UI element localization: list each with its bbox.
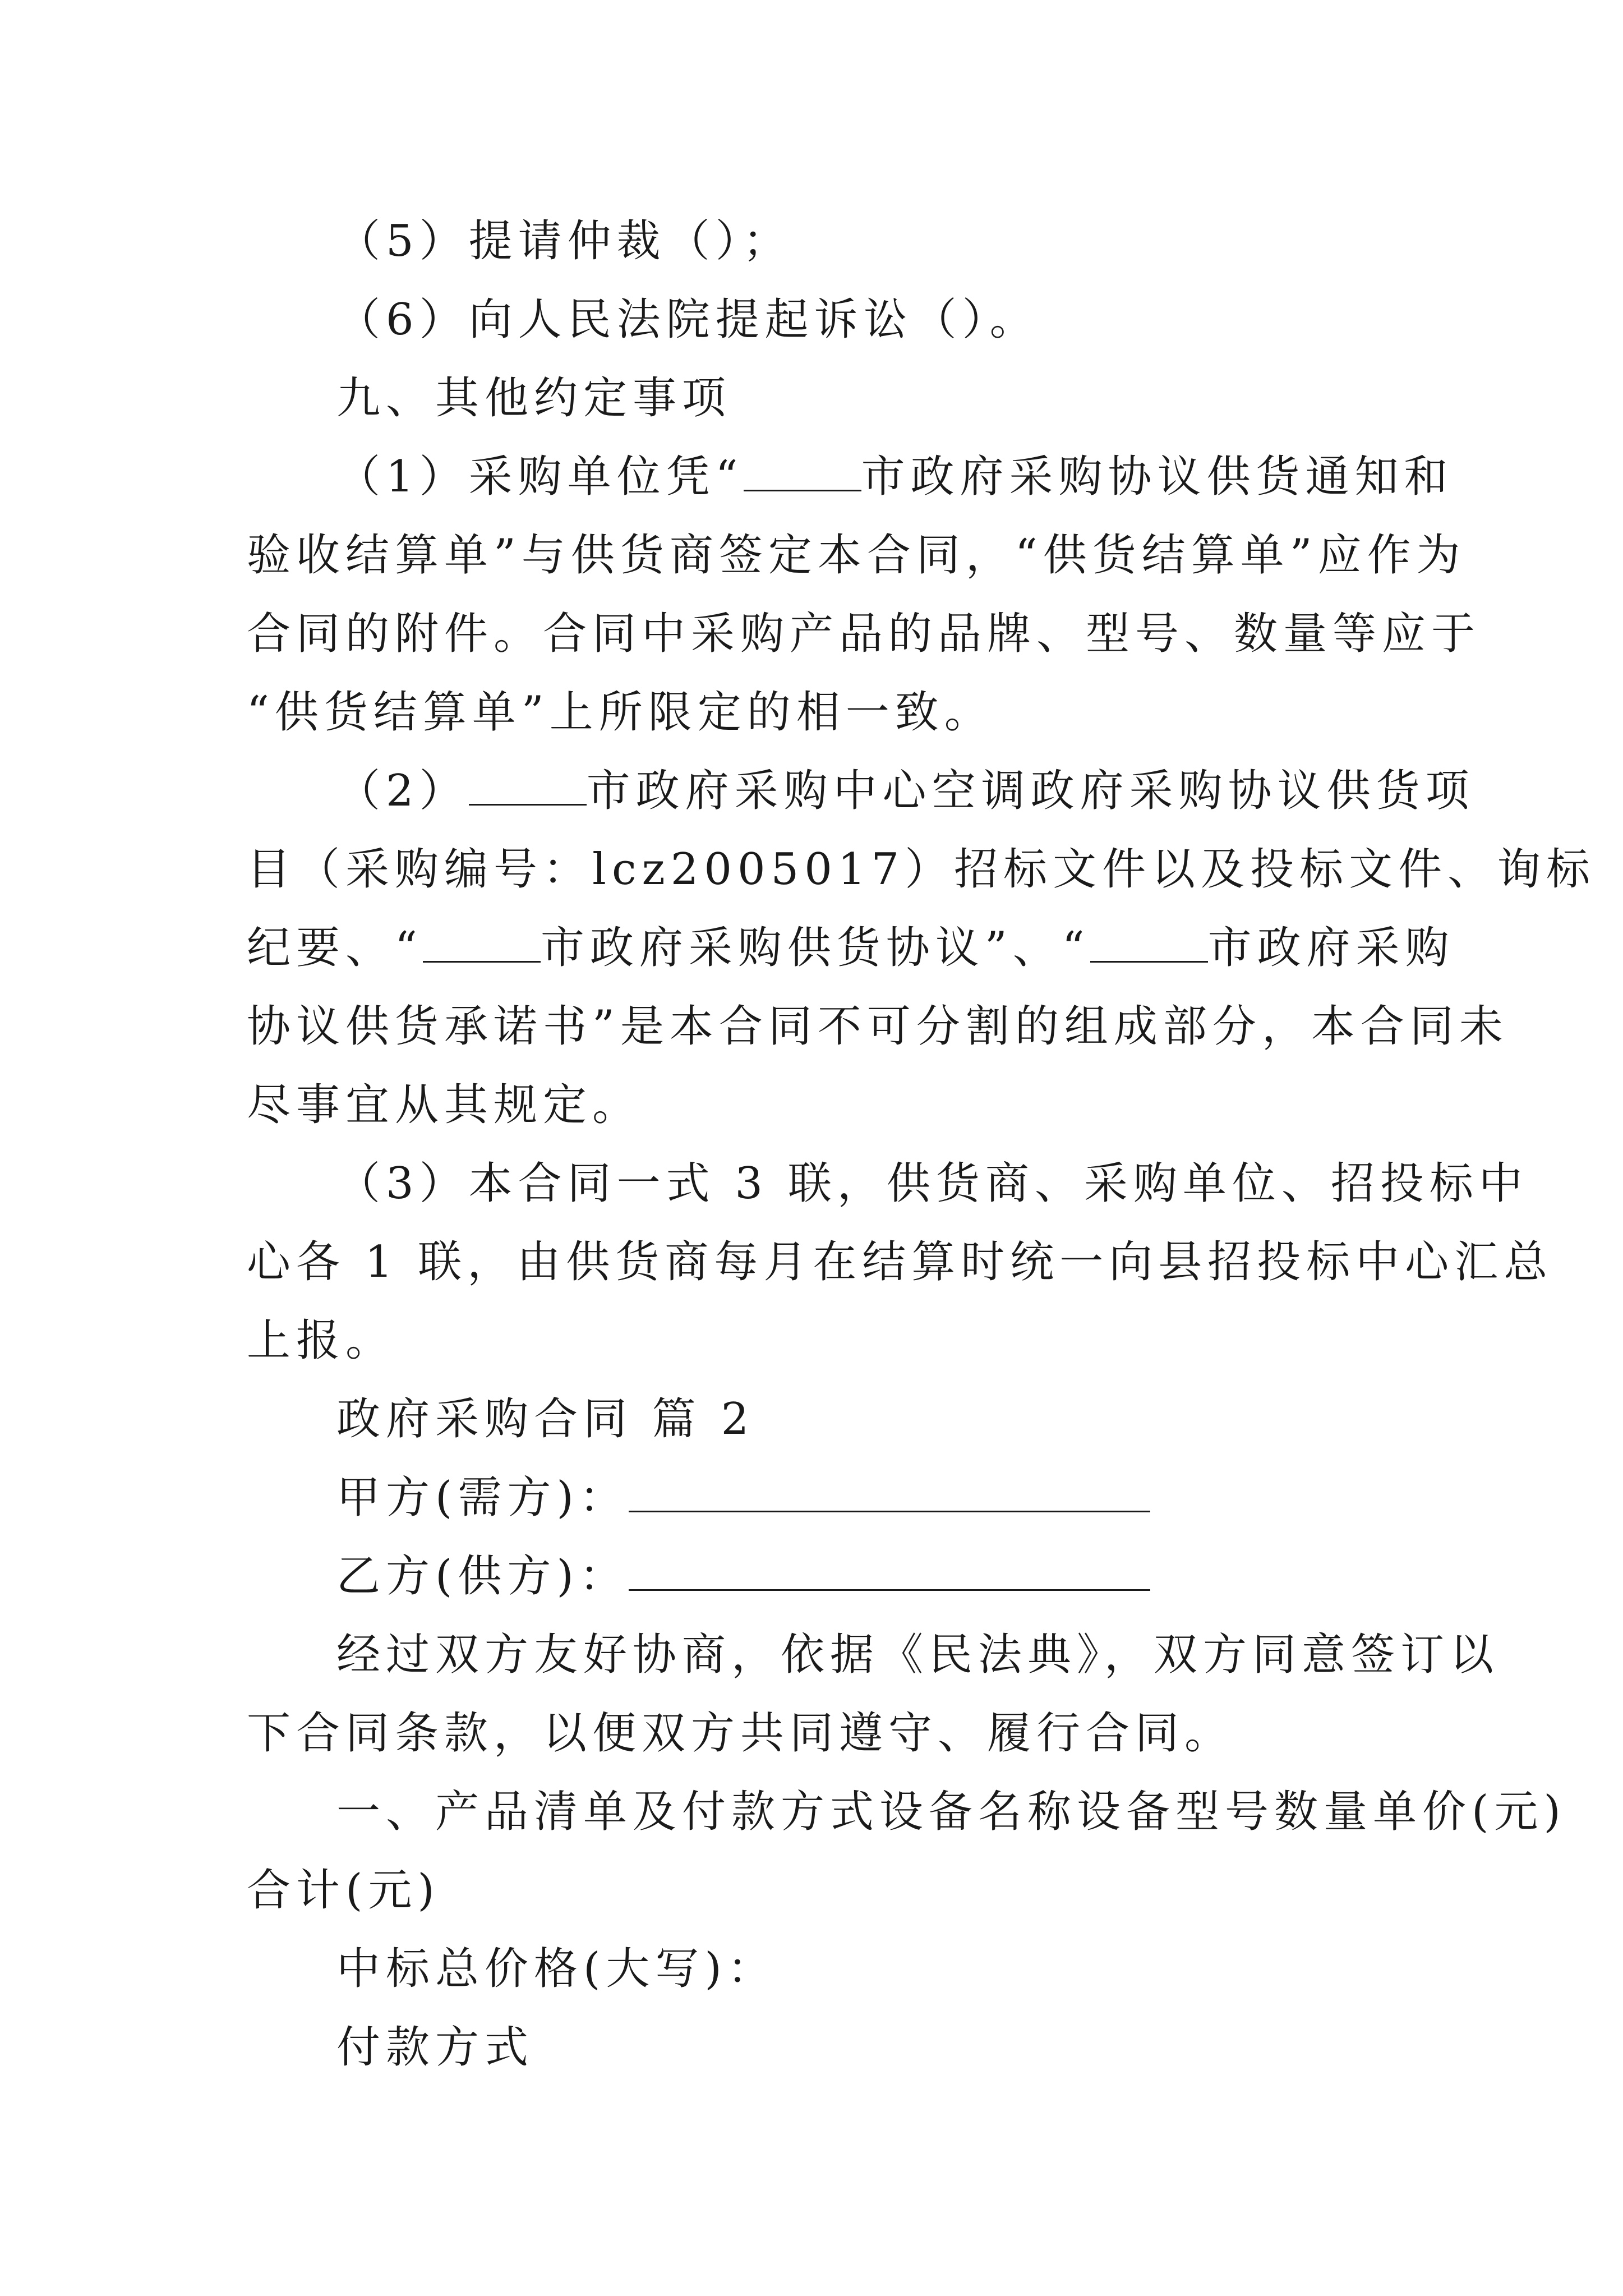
blank-line: [744, 450, 861, 491]
text: （6）向人民法院提起诉讼（）。: [336, 295, 1039, 345]
text: 付款方式: [336, 2022, 534, 2073]
text: 九、其他约定事项: [336, 373, 732, 424]
text: 中标总价格(大写)：: [336, 1944, 777, 1994]
party-a-line: [336, 1470, 1492, 1526]
text: （2）: [336, 766, 469, 816]
text: 市政府采购: [1207, 923, 1455, 973]
text: “供货结算单”上所限定的相一致。: [247, 687, 994, 738]
text: 下合同条款，以便双方共同遵守、履行合同。: [247, 1708, 1234, 1759]
item-1-line-3: [247, 606, 1481, 662]
text: 政府采购合同 篇 2: [336, 1394, 755, 1444]
section-1-heading-line-2: [247, 1862, 1402, 1918]
party-b-line: [336, 1548, 1492, 1604]
item-2-line-2: [247, 841, 1596, 898]
text: 合同的附件。合同中采购产品的品牌、型号、数量等应于: [247, 609, 1481, 659]
section-9-heading: [336, 370, 1492, 426]
party-b-blank: [629, 1550, 1150, 1591]
text: 市政府采购协议供货通知和: [861, 452, 1454, 502]
text: （1）采购单位凭“: [336, 452, 744, 502]
item-1-line-4: [247, 684, 1402, 740]
item-3-line-1: [336, 1156, 1528, 1212]
text: 心各 1 联，由供货商每月在结算时统一向县招投标中心汇总: [247, 1237, 1553, 1287]
contract-2-title: [336, 1391, 1492, 1447]
text: （3）本合同一式 3 联，供货商、采购单位、招投标中: [336, 1158, 1528, 1209]
blank-line: [469, 765, 587, 806]
item-3-line-2: [247, 1234, 1553, 1290]
item-2-line-4: [247, 999, 1509, 1055]
section-1-heading-line-1: [336, 1784, 1566, 1840]
party-a-blank: [629, 1471, 1150, 1512]
text: 一、产品清单及付款方式设备名称设备型号数量单价(元): [336, 1787, 1566, 1837]
text: 验收结算单”与供货商签定本合同，“供货结算单”应作为: [247, 530, 1466, 581]
clause-6-litigation: [336, 292, 1492, 348]
text: 市政府采购供货协议”、“: [540, 923, 1090, 973]
item-2-line-3: [247, 920, 1455, 976]
payment-method-line: [336, 2019, 1492, 2076]
text: 市政府采购中心空调政府采购协议供货项: [586, 766, 1475, 816]
text: 合计(元): [247, 1865, 440, 1916]
blank-line: [423, 922, 541, 963]
item-2-line-5: [247, 1077, 1402, 1133]
item-3-line-3: [247, 1313, 1402, 1369]
party-b-label: 乙方(供方)：: [336, 1551, 629, 1602]
item-1-line-2: [247, 527, 1466, 583]
total-price-line: [336, 1941, 1492, 1997]
text: 经过双方友好协商，依据《民法典》，双方同意签订以: [336, 1630, 1500, 1680]
item-1-line-1: [336, 449, 1492, 505]
text: 纪要、“: [247, 923, 423, 973]
text: 上报。: [247, 1315, 395, 1366]
party-a-label: 甲方(需方)：: [336, 1473, 629, 1523]
text: 协议供货承诺书”是本合同不可分割的组成部分，本合同未: [247, 1001, 1509, 1052]
text: （5）提请仲裁（）；: [336, 216, 792, 266]
text: 尽事宜从其规定。: [247, 1080, 642, 1130]
clause-5-arbitration: [336, 213, 1492, 269]
preamble-line-1: [336, 1627, 1500, 1683]
preamble-line-2: [247, 1705, 1402, 1761]
blank-line: [1090, 922, 1208, 963]
text: 目（采购编号：lcz2005017）招标文件以及投标文件、询标: [247, 844, 1596, 895]
item-2-line-1: [336, 763, 1492, 819]
